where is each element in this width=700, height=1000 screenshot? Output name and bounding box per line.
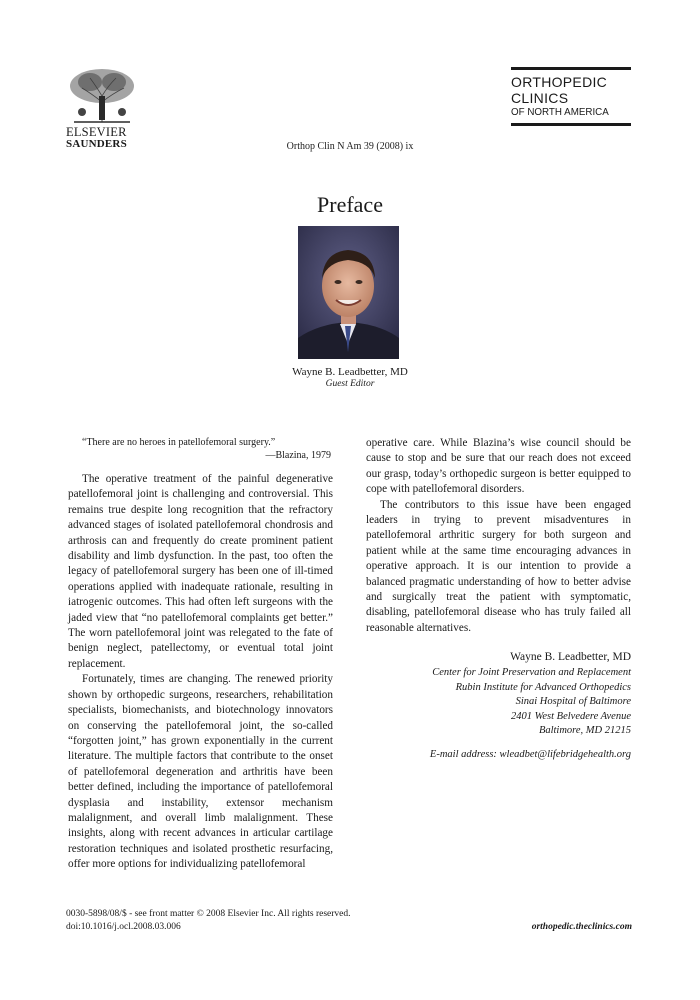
journal-title-line2: CLINICS: [511, 90, 569, 106]
editor-portrait: [298, 226, 399, 359]
body-paragraph-2: Fortunately, times are changing. The renewed priority shown by orthopedic surgeons, researchers, rehabilitation specialists, biomechanists, and biotechnology innovators on conserving the patellofemoral joint, the so-called “forgotten joint,” has grown exponentially in the current literature. The multiple factors that contribute to the onset of patellofemoral degeneration and arthritis have been better defined, including the importance of patellofemoral dysplasia and instability, extensor mechanism malalignment, and overall limb malalignment. These insights, along with recent advances in articular cartilage restoration techniques and isolated prosthetic resurfacing, offer more options for individualizing patellofemoral: [68, 673, 333, 871]
elsevier-tree-icon: [66, 66, 138, 124]
body-paragraph-1: The operative treatment of the painful degenerative patellofemoral joint is challenging and controversial. This remains true despite long recognition that the refractory advanced stages of isolated patellofemoral chondrosis and arthrosis can and frequently do create prominent patient disability and limb dysfunction. In the past, too often the legacy of patellofemoral surgery has been one of ill-timed operations applied with inadequate rationale, resulting in iatrogenic outcomes. This had often left surgeons with the jaded view that “no patellofemoral complaints get better.” The worn patellofemoral joint was relegated to the fate of benign neglect, patellectomy, or eventual total joint replacement.: [68, 473, 333, 670]
footer-website-link[interactable]: orthopedic.theclinics.com: [531, 922, 632, 932]
signature-email: E-mail address: wleadbet@lifebridgehealth.org: [429, 748, 631, 760]
journal-rule-top: [511, 67, 631, 70]
epigraph-attribution: —Blazina, 1979: [265, 450, 331, 461]
signature-affiliation-3: Sinai Hospital of Baltimore: [515, 696, 631, 708]
publisher-imprint: SAUNDERS: [66, 138, 127, 150]
body-column-left: [68, 436, 333, 873]
epigraph: [68, 436, 333, 462]
journal-title-block: [511, 67, 631, 126]
body-paragraph-2-continued: operative care. While Blazina’s wise council should be cause to stop and be sure that our reach does not exceed our grasp, today’s orthopedic surgeon is better equipped to cope with patellofemoral disorders.: [366, 437, 631, 496]
footer-copyright: 0030-5898/08/$ - see front matter © 2008 Elsevier Inc. All rights reserved.: [66, 909, 351, 919]
signature-block: [366, 650, 631, 762]
editor-role: Guest Editor: [325, 379, 375, 389]
publisher-name: ELSEVIER: [66, 125, 127, 139]
signature-city: Baltimore, MD 21215: [538, 725, 631, 737]
page-footer: [66, 908, 632, 934]
signature-address: 2401 West Belvedere Avenue: [510, 710, 631, 722]
signature-name: Wayne B. Leadbetter, MD: [510, 651, 631, 664]
journal-title-line3: OF NORTH AMERICA: [511, 107, 609, 118]
journal-citation: Orthop Clin N Am 39 (2008) ix: [286, 141, 414, 152]
footer-doi: doi:10.1016/j.ocl.2008.03.006: [66, 922, 181, 932]
page-title: Preface: [317, 192, 383, 217]
editor-name: Wayne B. Leadbetter, MD: [292, 366, 408, 378]
signature-affiliation-2: Rubin Institute for Advanced Orthopedics: [455, 681, 631, 693]
signature-affiliation-1: Center for Joint Preservation and Replacement: [432, 667, 631, 679]
epigraph-quote: “There are no heroes in patellofemoral surgery.”: [82, 437, 276, 448]
journal-rule-bottom: [511, 123, 631, 126]
publisher-logo: [66, 66, 138, 150]
journal-title-line1: ORTHOPEDIC: [511, 74, 608, 90]
body-paragraph-3: The contributors to this issue have been engaged leaders in trying to prevent misadventures in patellofemoral arthritic surgery for both surgeon and patient while at the same time encouraging advances in operative approach. It is our intention to provide a balanced pragmatic understanding of how to better advise and surgically treat the patient with symptomatic, disabling, patellofemoral disease who has truly failed all reasonable alternatives.: [366, 498, 631, 634]
body-column-right: [366, 436, 631, 762]
